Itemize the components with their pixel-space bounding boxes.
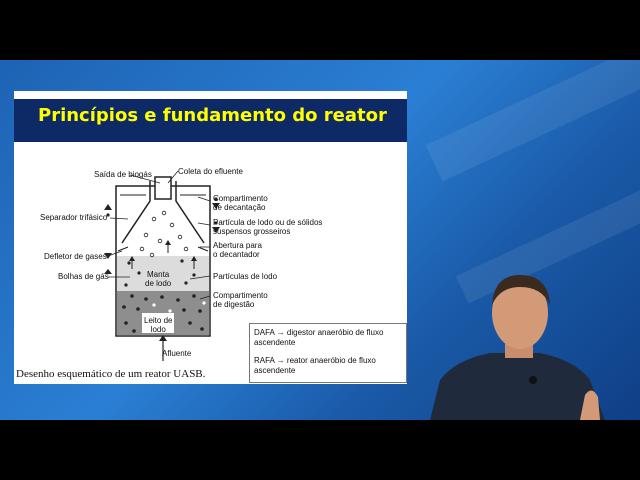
label-influent: Afluente <box>162 349 192 358</box>
label-settler-opening: Abertura para o decantador <box>213 241 262 259</box>
background-streak <box>426 60 640 182</box>
label-sludge-particles: Partículas de lodo <box>213 272 278 281</box>
label-sludge-particle: Partícula de lodo ou de sólidos suspensos grosseiros <box>213 218 323 236</box>
presenter-shirt <box>430 353 605 420</box>
note-rafa: RAFA → reator anaeróbio de fluxo ascendente <box>254 356 376 375</box>
label-sludge-blanket: Manta de lodo <box>145 270 172 288</box>
label-three-phase-separator: Separador trifásico <box>40 213 108 222</box>
label-biogas-outlet: Saída de biogás <box>94 170 152 179</box>
acronym-notes-box <box>249 323 407 383</box>
label-effluent-collection: Coleta do efluente <box>178 167 243 176</box>
note-dafa: DAFA → digestor anaeróbio de fluxo ascendente <box>254 328 384 347</box>
label-sludge-bed: Leito de lodo <box>144 316 173 334</box>
label-gas-deflector: Defletor de gases <box>44 252 107 261</box>
slide <box>14 91 407 384</box>
figure-caption: Desenho esquemático de um reator UASB. <box>16 368 206 380</box>
slide-title: Princípios e fundamento do reator <box>38 105 387 126</box>
presenter-webcam <box>430 265 605 420</box>
label-gas-bubbles: Bolhas de gás <box>58 272 109 281</box>
label-digestion-compartment: Compartimento de digestão <box>213 291 268 309</box>
letterbox-bottom <box>0 420 640 480</box>
lapel-microphone <box>529 376 537 384</box>
letterbox-top <box>0 0 640 60</box>
gas-outlet-pipe <box>155 177 171 199</box>
label-settling-compartment: Compartimento de decantação <box>213 194 268 212</box>
